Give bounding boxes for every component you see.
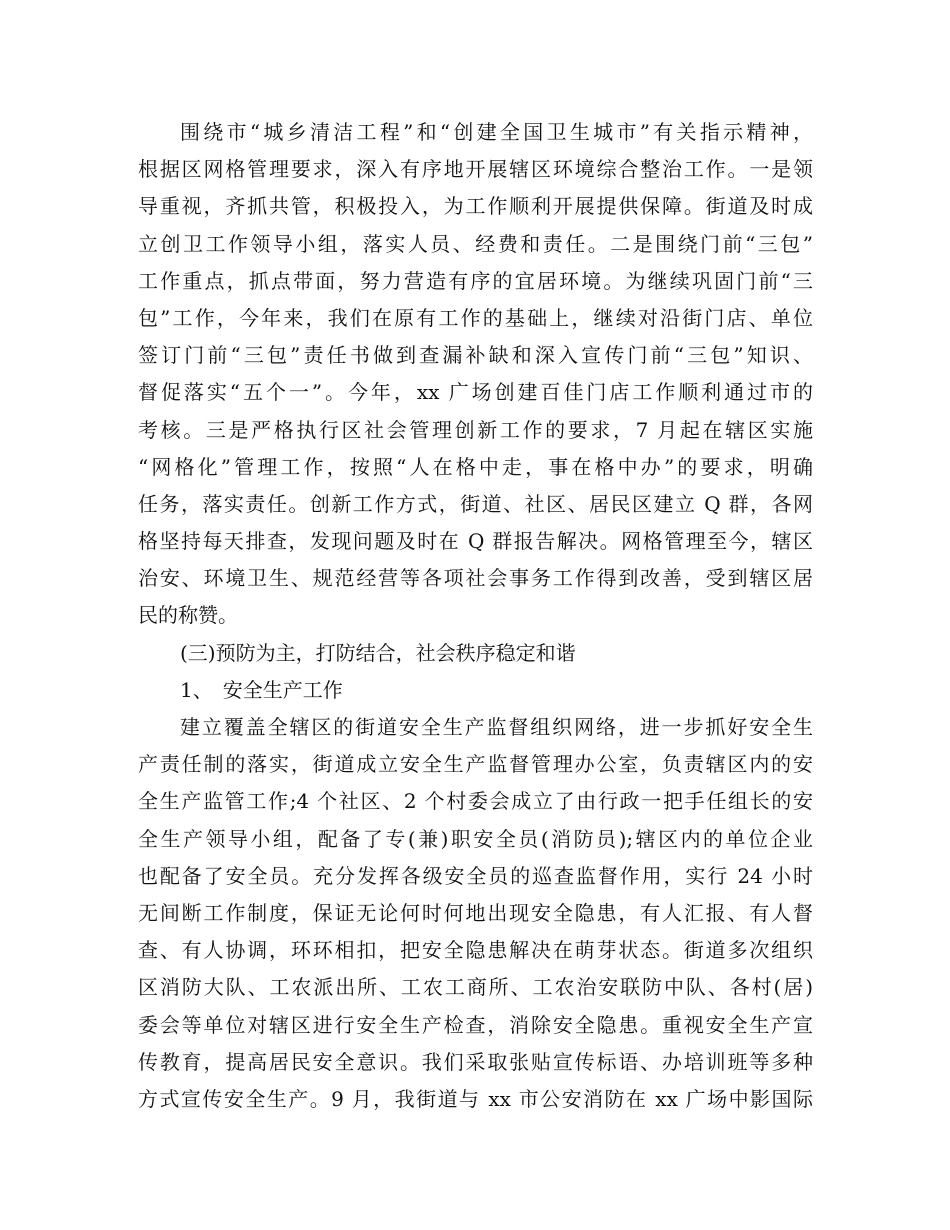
- paragraph-line: 查、有人协调，环环相扣，把安全隐患解决在萌芽状态。街道多次组织: [138, 938, 813, 963]
- paragraph-line: 根据区网格管理要求，深入有序地开展辖区环境综合整治工作。一是领: [138, 157, 813, 182]
- paragraph-line: 工作重点，抓点带面，努力营造有序的宜居环境。为继续巩固门前“三: [138, 268, 813, 293]
- paragraph-environment-rectification: [138, 114, 813, 635]
- paragraph-safety-production: [138, 709, 813, 1118]
- paragraph-line: “网格化”管理工作，按照“人在格中走，事在格中办”的要求，明确: [138, 454, 813, 479]
- paragraph-line: 格坚持每天排查，发现问题及时在 Q 群报告解决。网格管理至今，辖区: [138, 529, 813, 554]
- paragraph-line: 区消防大队、工农派出所、工农工商所、工农治安联防中队、各村(居): [138, 975, 813, 1000]
- paragraph-line: 任务，落实责任。创新工作方式，街道、社区、居民区建立 Q 群，各网: [138, 491, 813, 516]
- paragraph-line: 全生产领导小组，配备了专(兼)职安全员(消防员);辖区内的单位企业: [138, 826, 813, 851]
- paragraph-line: 传教育，提高居民安全意识。我们采取张贴宣传标语、办培训班等多种: [138, 1049, 813, 1074]
- paragraph-line: 包”工作，今年来，我们在原有工作的基础上，继续对沿街门店、单位: [138, 305, 813, 330]
- subsection-heading: 1、 安全生产工作: [180, 677, 343, 702]
- paragraph-line: 产责任制的落实，街道成立安全生产监督管理办公室，负责辖区内的安: [138, 752, 813, 777]
- paragraph-line: 导重视，齐抓共管，积极投入，为工作顺利开展提供保障。街道及时成: [138, 194, 813, 219]
- paragraph-line: 建立覆盖全辖区的街道安全生产监督组织网络，进一步抓好安全生: [180, 715, 813, 739]
- paragraph-line: 考核。三是严格执行区社会管理创新工作的要求，7 月起在辖区实施: [138, 417, 813, 442]
- paragraph-line: 委会等单位对辖区进行安全生产检查，消除安全隐患。重视安全生产宣: [138, 1012, 813, 1037]
- paragraph-line: 立创卫工作领导小组，落实人员、经费和责任。二是围绕门前“三包”: [138, 231, 813, 256]
- paragraph-line: 全生产监管工作;4 个社区、2 个村委会成立了由行政一把手任组长的安: [138, 789, 813, 814]
- paragraph-line: 无间断工作制度，保证无论何时何地出现安全隐患，有人汇报、有人督: [138, 900, 813, 925]
- paragraph-line: 也配备了安全员。充分发挥各级安全员的巡查监督作用，实行 24 小时: [138, 863, 813, 888]
- paragraph-line: 围绕市“城乡清洁工程”和“创建全国卫生城市”有关指示精神，: [180, 120, 813, 144]
- section-heading: (三)预防为主，打防结合，社会秩序稳定和谐: [180, 640, 576, 665]
- paragraph-line: 督促落实“五个一”。今年，xx 广场创建百佳门店工作顺利通过市的: [138, 380, 813, 405]
- paragraph-line: 方式宣传安全生产。9 月，我街道与 xx 市公安消防在 xx 广场中影国际: [138, 1086, 813, 1111]
- document-body: [138, 114, 813, 1118]
- paragraph-line: 签订门前“三包”责任书做到查漏补缺和深入宣传门前“三包”知识、: [138, 343, 813, 368]
- paragraph-line: 民的称赞。: [138, 603, 238, 628]
- paragraph-line: 治安、环境卫生、规范经营等各项社会事务工作得到改善，受到辖区居: [138, 566, 813, 591]
